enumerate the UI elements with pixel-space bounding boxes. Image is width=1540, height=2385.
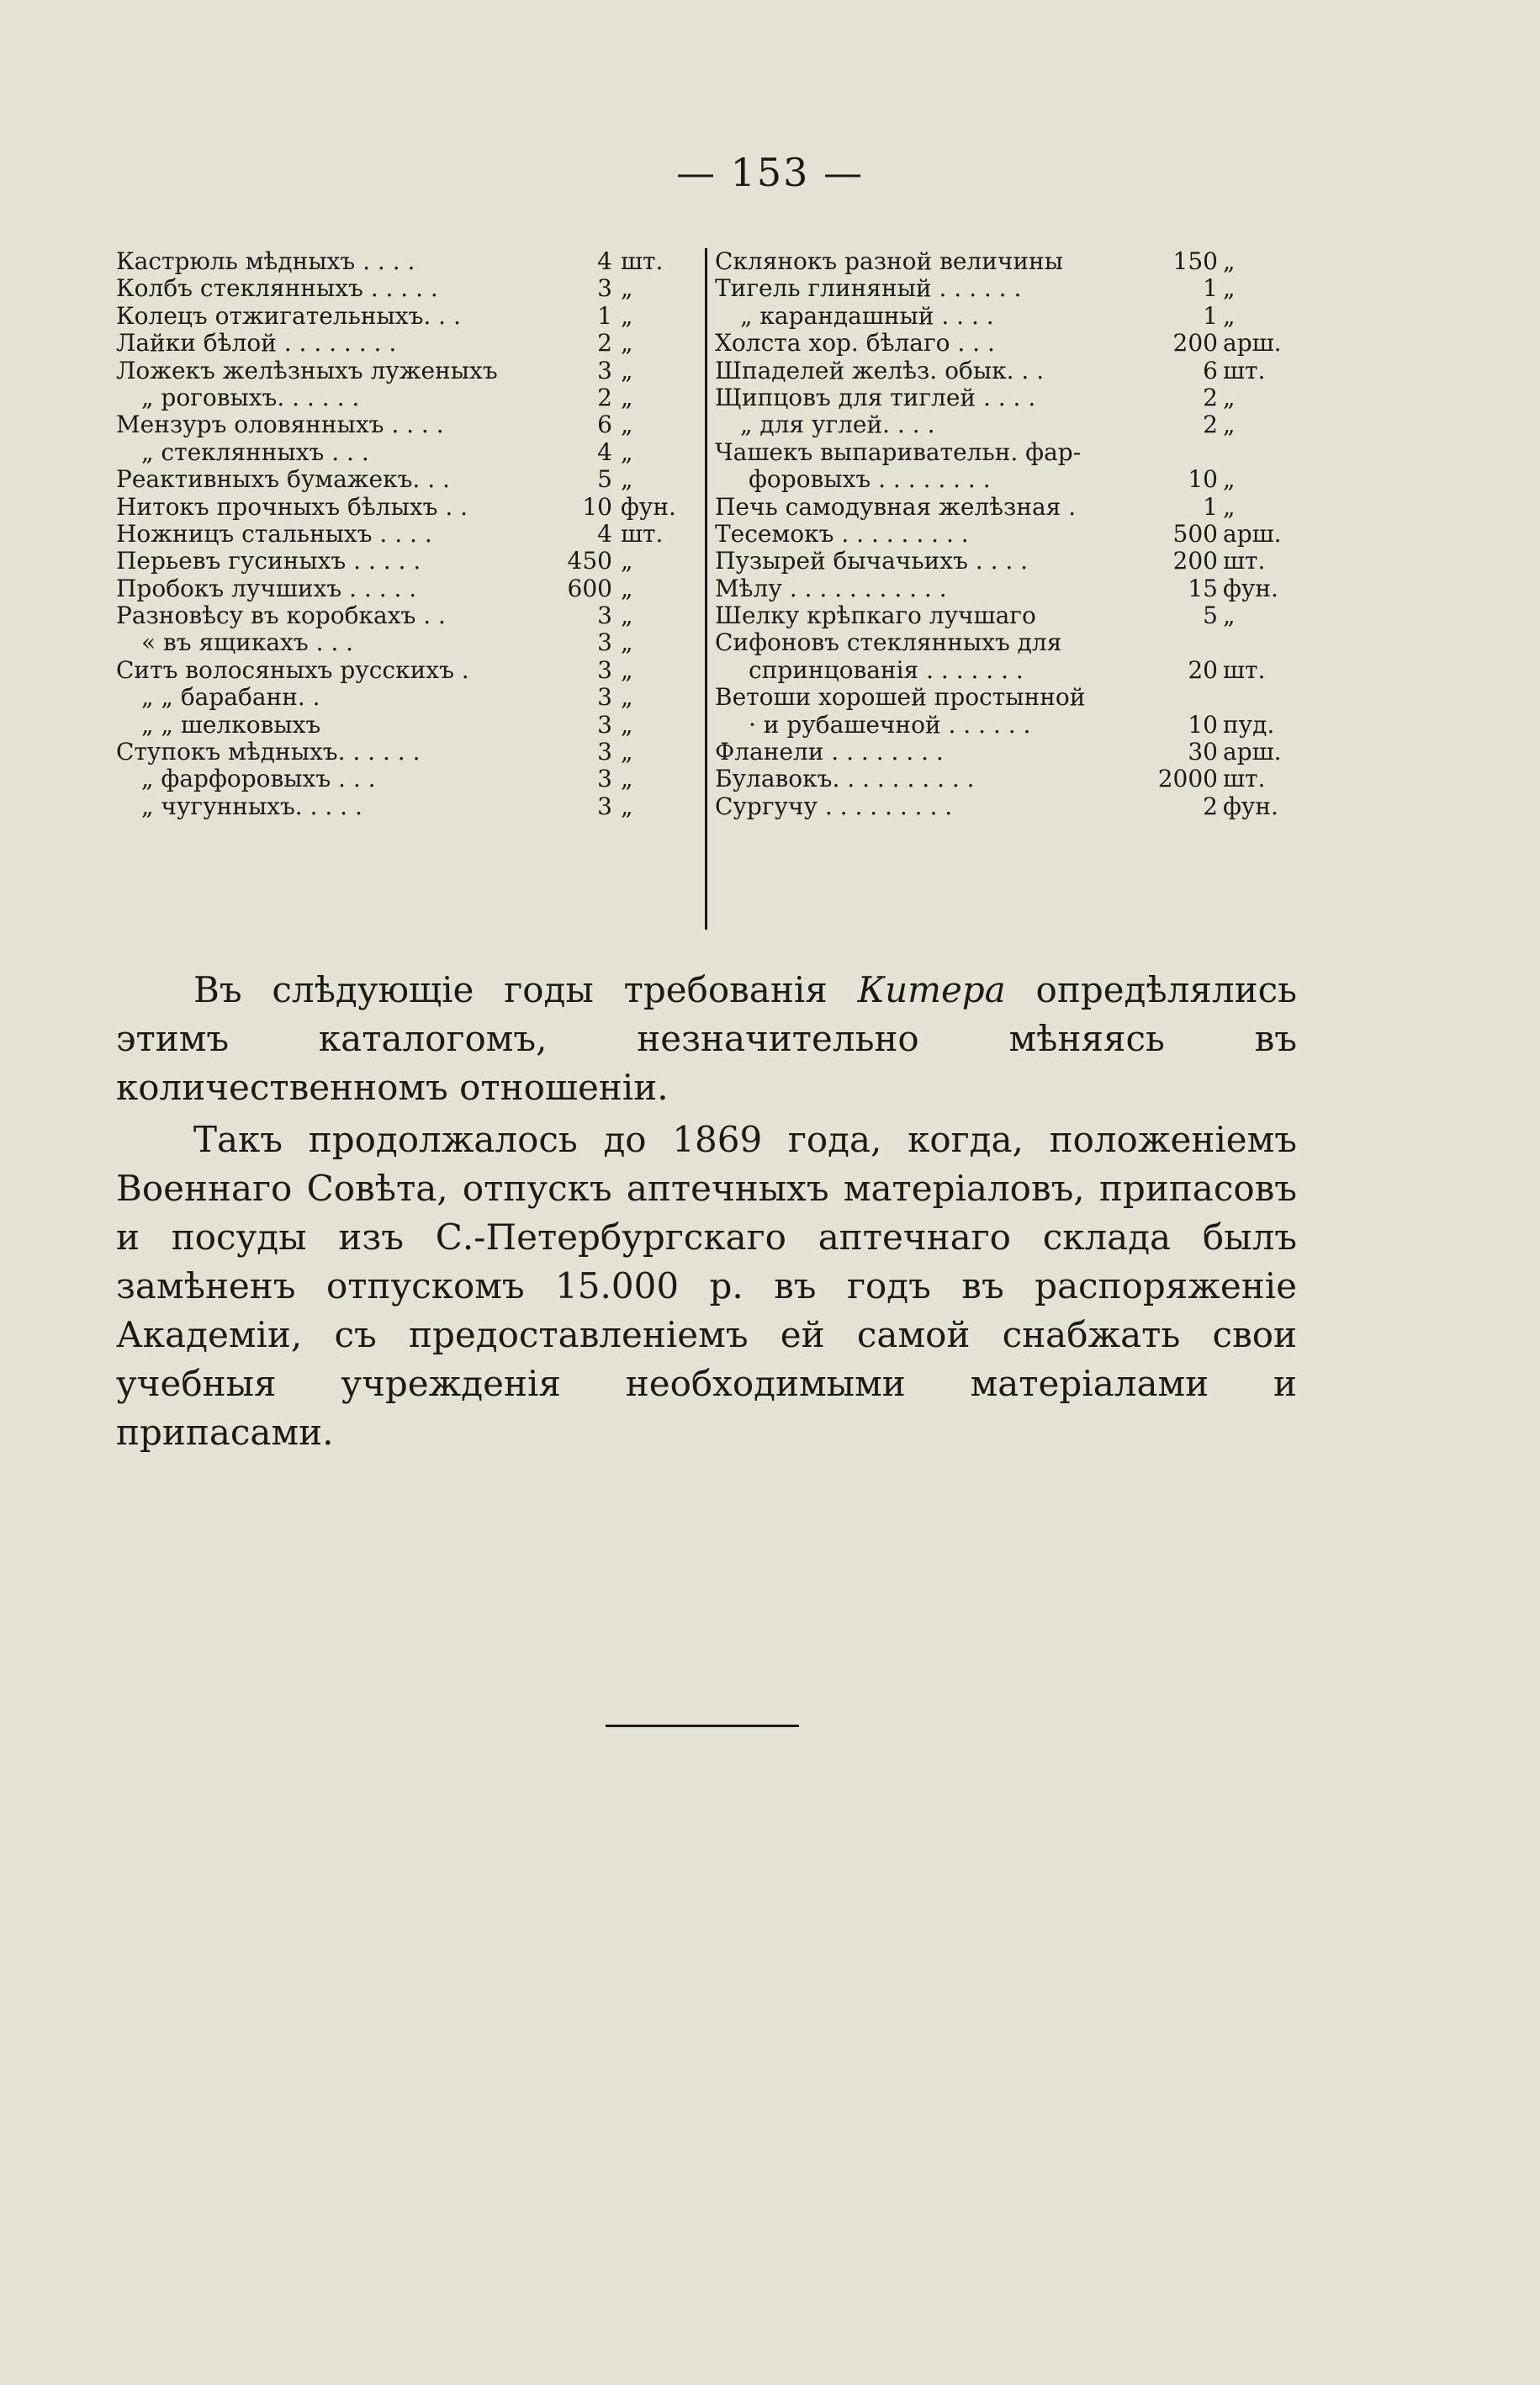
item-name: Мензуръ оловянныхъ . . . . [116,411,444,439]
item-name: „ карандашный . . . . [740,301,994,330]
item-name: „ „ барабанн. . [141,683,320,712]
item-name: Щипцовъ для тиглей . . . . [715,383,1036,411]
item-quantity: 20 [1188,655,1218,684]
item-quantity: 3 [597,792,612,820]
item-name: Ложекъ желѣзныхъ луженыхъ [116,356,498,384]
table-row [715,521,1310,548]
table-row [715,629,1310,684]
item-unit: „ [621,465,633,494]
table-row [116,439,696,466]
table-row [116,303,696,330]
paragraph-1-end: опредѣлялись этимъ каталогомъ, незначительно мѣняясь въ количественномъ отношеніи. [116,969,1297,1108]
item-name: Тесемокъ . . . . . . . . . [715,519,969,548]
item-unit: „ [621,765,633,793]
table-row [116,739,696,766]
item-quantity: 3 [597,683,612,712]
table-row [116,629,696,656]
table-row [116,766,696,792]
item-unit: фун. [1223,792,1278,820]
item-unit: „ [1223,602,1236,630]
item-quantity: 2 [1203,383,1218,411]
table-row [116,575,696,602]
paragraph-2: Такъ продолжалось до 1869 года, когда, положеніемъ Военнаго Совѣта, отпускъ аптечныхъ матеріаловъ, припасовъ и посуды изъ С.-Петербургскаго аптечнаго склада былъ замѣненъ отпускомъ 15.000 р. въ годъ въ распоряженіе Академіи, съ предоставленіемъ ей самой снабжать свои учебныя учрежденія необходимыми матеріалами и припасами. [116,1119,1297,1453]
table-row [715,684,1310,739]
item-unit: „ [621,274,633,303]
item-unit: „ [621,738,633,766]
item-name: Склянокъ разной величины [715,247,1063,275]
item-unit: фун. [1223,574,1278,602]
item-name: Лайки бѣлой . . . . . . . . [116,329,397,358]
column-divider [705,248,707,930]
item-quantity: 10 [582,492,612,521]
item-name: Шпаделей желѣз. обык. . . [715,356,1045,384]
table-row [116,466,696,493]
table-row [715,358,1310,384]
table-row [715,575,1310,602]
item-unit: фун. [621,492,676,521]
table-row [116,358,696,384]
table-row [715,330,1310,357]
table-row [715,793,1310,820]
item-unit: „ [621,792,633,820]
item-name: Печь самодувная желѣзная . [715,492,1077,521]
item-name: Ветоши хорошей простынной [715,683,1086,712]
item-name: Реактивныхъ бумажекъ. . . [116,465,450,494]
item-unit: шт. [1223,765,1266,793]
item-name: „ стеклянныхъ . . . [141,437,369,466]
item-quantity: 2 [597,329,612,358]
item-unit: „ [1223,492,1236,521]
item-unit: „ [621,411,633,439]
item-unit: „ [621,574,633,602]
item-name: Тигель глиняный . . . . . . [715,274,1022,303]
item-name: Фланели . . . . . . . . [715,738,944,766]
paragraph-1-name: Китера [857,969,1006,1010]
item-unit: „ [621,602,633,630]
paragraph-1 [116,966,1297,1112]
item-quantity: 2 [597,383,612,411]
table-row [715,384,1310,411]
item-unit: арш. [1223,329,1282,358]
item-unit: шт. [621,519,664,548]
item-quantity: 30 [1188,738,1218,766]
item-unit: шт. [1223,356,1266,384]
table-row [715,275,1310,302]
table-row [116,248,696,275]
item-unit: „ [621,356,633,384]
item-name: Шелку крѣпкаго лучшаго [715,602,1036,630]
table-row [116,330,696,357]
item-quantity: 10 [1188,710,1218,739]
item-quantity: 200 [1172,547,1218,575]
item-quantity: 3 [597,274,612,303]
item-name: Колецъ отжигательныхъ. . . [116,301,461,330]
item-unit: шт. [1223,655,1266,684]
item-name: Пузырей бычачьихъ . . . . [715,547,1029,575]
item-name-continued: спринцованія . . . . . . . [749,655,1024,684]
item-quantity: 1 [597,301,612,330]
item-name-continued: · и рубашечной . . . . . . [749,710,1031,739]
item-unit: „ [1223,411,1236,439]
item-quantity: 3 [597,765,612,793]
item-quantity: 3 [597,710,612,739]
table-row [715,439,1310,494]
item-unit: „ [621,683,633,712]
item-name: Холста хор. бѣлаго . . . [715,329,995,358]
item-unit: „ [1223,383,1236,411]
item-name: Булавокъ. . . . . . . . . . [715,765,975,793]
item-name: „ фарфоровыхъ . . . [141,765,376,793]
item-quantity: 6 [1203,356,1218,384]
table-row [715,303,1310,330]
table-row [715,494,1310,521]
table-row [116,657,696,684]
item-quantity: 1 [1203,274,1218,303]
table-row [116,384,696,411]
item-unit: „ [621,383,633,411]
table-row [715,548,1310,575]
item-name: Кастрюль мѣдныхъ . . . . [116,247,415,275]
item-name: Разновѣсу въ коробкахъ . . [116,602,446,630]
item-name: „ роговыхъ. . . . . . [141,383,360,411]
table-row [116,494,696,521]
supply-column-left [116,248,696,820]
item-unit: „ [1223,274,1236,303]
item-name: Нитокъ прочныхъ бѣлыхъ . . [116,492,468,521]
item-quantity: 5 [1203,602,1218,630]
item-name: „ для углей. . . . [740,411,935,439]
table-row [715,248,1310,275]
item-unit: „ [621,710,633,739]
item-name: Мѣлу . . . . . . . . . . . [715,574,947,602]
item-quantity: 5 [597,465,612,494]
table-row [715,766,1310,792]
item-unit: шт. [621,247,664,275]
item-name: « въ ящикахъ . . . [141,628,354,657]
item-quantity: 150 [1172,247,1218,275]
item-quantity: 10 [1188,465,1218,494]
closing-rule [606,1725,799,1727]
item-quantity: 600 [567,574,612,602]
item-quantity: 450 [567,547,612,575]
item-quantity: 2000 [1157,765,1218,793]
item-unit: арш. [1223,738,1282,766]
item-name: Ситъ волосяныхъ русскихъ . [116,655,469,684]
item-quantity: 500 [1172,519,1218,548]
item-name: „ чугунныхъ. . . . . [141,792,363,820]
item-unit: „ [621,628,633,657]
item-unit: „ [1223,465,1236,494]
item-unit: пуд. [1223,710,1275,739]
table-row [715,411,1310,438]
table-row [116,684,696,711]
item-name: Сифоновъ стеклянныхъ для [715,628,1062,657]
item-unit: арш. [1223,519,1282,548]
item-quantity: 3 [597,356,612,384]
item-quantity: 1 [1203,301,1218,330]
item-name: „ „ шелковыхъ [141,710,321,739]
item-name: Сургучу . . . . . . . . . [715,792,953,820]
item-quantity: 3 [597,602,612,630]
supply-column-right [715,248,1310,820]
item-unit: шт. [1223,547,1266,575]
item-quantity: 2 [1203,792,1218,820]
item-name: Ступокъ мѣдныхъ. . . . . . [116,738,421,766]
table-row [715,739,1310,766]
table-row [116,712,696,739]
supply-table [116,248,1310,931]
item-name: Ножницъ стальныхъ . . . . [116,519,432,548]
item-quantity: 3 [597,655,612,684]
item-unit: „ [621,437,633,466]
item-name: Перьевъ гусиныхъ . . . . . [116,547,421,575]
item-name: Пробокъ лучшихъ . . . . . [116,574,417,602]
table-row [116,548,696,575]
table-row [116,275,696,302]
item-unit: „ [621,301,633,330]
item-quantity: 3 [597,738,612,766]
paragraph-1-start: Въ слѣдующіе годы требованія [193,969,858,1010]
item-unit: „ [621,329,633,358]
item-quantity: 4 [597,437,612,466]
item-unit: „ [1223,247,1236,275]
item-name: Чашекъ выпаривательн. фар- [715,437,1082,466]
item-name: Колбъ стеклянныхъ . . . . . [116,274,438,303]
item-quantity: 15 [1188,574,1218,602]
item-quantity: 3 [597,628,612,657]
table-row [715,602,1310,629]
item-unit: „ [1223,301,1236,330]
item-name-continued: форовыхъ . . . . . . . . [749,465,991,494]
item-quantity: 6 [597,411,612,439]
item-unit: „ [621,655,633,684]
item-quantity: 200 [1172,329,1218,358]
item-quantity: 2 [1203,411,1218,439]
table-row [116,793,696,820]
item-quantity: 4 [597,247,612,275]
page-number: — 153 — [675,150,865,195]
table-row [116,602,696,629]
item-quantity: 1 [1203,492,1218,521]
table-row [116,411,696,438]
item-quantity: 4 [597,519,612,548]
table-row [116,521,696,548]
item-unit: „ [621,547,633,575]
